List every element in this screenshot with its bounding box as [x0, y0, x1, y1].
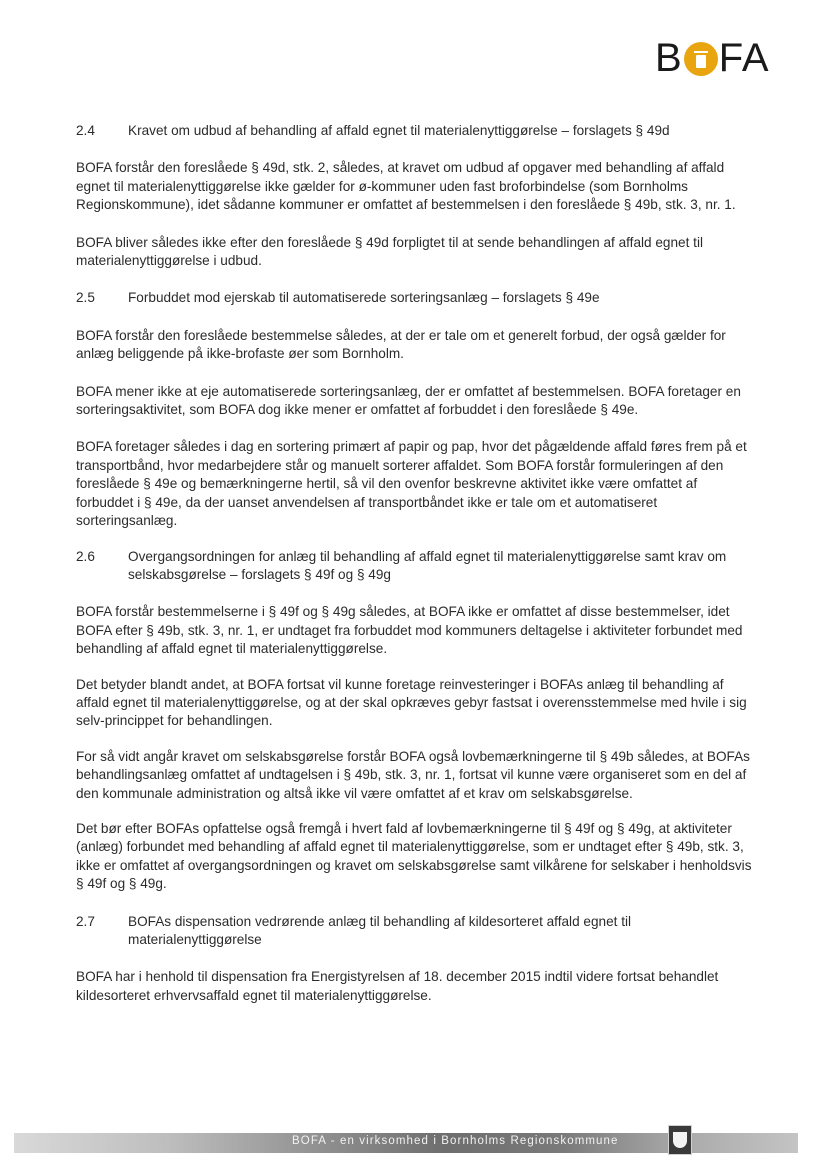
- section-number: 2.5: [76, 290, 95, 306]
- section-title: BOFAs dispensation vedrørende anlæg til behandling af kildesorteret affald egnet til materialenyttiggørelse: [128, 913, 632, 947]
- paragraph: BOFA forstår den foreslåede bestemmelse således, at der er tale om et generelt forbud, der også gælder for anlæg beliggende på ikke-brofaste øer som Bornholm.: [76, 327, 726, 362]
- logo-letter-b: B: [655, 36, 683, 80]
- section-title: Forbuddet mod ejerskab til automatiserede sorteringsanlæg – forslagets § 49e: [128, 290, 600, 306]
- coat-of-arms-icon: [668, 1125, 692, 1155]
- section-number: 2.4: [76, 123, 95, 138]
- paragraph: BOFA foretager således i dag en sortering primært af papir og pap, hvor det pågældende affald føres frem på et transportbånd, hvor medarbejdere står og manuelt sorterer affaldet. Som BOFA forstår formuleringen af den foreslåede § 49e og bemærkningerne hertil, så vil den ovenfor beskrevne aktivitet ikke være omfattet af forbuddet i § 49e, da der uanset anvendelsen af transportbåndet ikke er tale om et automatiseret sorteringsanlæg.: [76, 439, 747, 529]
- footer-text: BOFA - en virksomhed i Bornholms Regionskommune: [292, 1135, 619, 1147]
- logo-letters-fa: FA: [718, 36, 770, 80]
- recycling-bin-icon: [684, 42, 718, 76]
- section-heading: [76, 548, 756, 585]
- section-title: Overgangsordningen for anlæg til behandling af affald egnet til materialenyttiggørelse samt krav om selskabsgørelse – forslagets § 49f og § 49g: [128, 548, 727, 582]
- section-number: 2.6: [76, 548, 95, 564]
- paragraph: Det bør efter BOFAs opfattelse også fremgå i hvert fald af lovbemærkningerne til § 49f og § 49g, at aktiviteter (anlæg) forbundet med behandling af affald egnet til materialenyttiggørelse, som er undtaget efter § 49b, stk. 3, ikke er omfattet af overgangsordningen og kravet om selskabsgørelse samt vilkårene for selskaber i henholdsvis § 49f og § 49g.: [76, 820, 752, 892]
- section-heading: [76, 122, 756, 140]
- section-heading: [76, 913, 756, 950]
- paragraph: For så vidt angår kravet om selskabsgørelse forstår BOFA også lovbemærkningerne til § 49b således, at BOFAs behandlingsanlæg omfattet af undtagelsen i § 49b, stk. 3, nr. 1, fortsat vil kunne være organiseret som en del af den kommunale administration og altså ikke vil være omfattet af et krav om selskabsgørelse.: [76, 748, 750, 801]
- paragraph: BOFA har i henhold til dispensation fra Energistyrelsen af 18. december 2015 indtil videre fortsat behandlet kildesorteret erhvervsaffald egnet til materialenyttiggørelse.: [76, 969, 719, 1003]
- paragraph: BOFA bliver således ikke efter den foreslåede § 49d forpligtet til at sende behandlingen af affald egnet til materialenyttiggørelse i udbud.: [76, 234, 703, 269]
- section-heading: [76, 289, 756, 307]
- document-body: [76, 122, 756, 1005]
- bofa-logo: [655, 36, 770, 80]
- page-footer: [14, 1133, 798, 1153]
- paragraph: BOFA forstår den foreslåede § 49d, stk. 2, således, at kravet om udbud af opgaver med behandling af affald egnet til materialenyttiggørelse ikke gælder for ø-kommuner uden fast broforbindelse (som Bornholms Regionskommune), idet sådanne kommuner er omfattet af bestemmelsen i den foreslåede § 49b, stk. 3, nr. 1.: [76, 160, 736, 213]
- section-number: 2.7: [76, 913, 95, 929]
- section-title: Kravet om udbud af behandling af affald egnet til materialenyttiggørelse – forslagets § 49d: [128, 123, 670, 138]
- paragraph: BOFA mener ikke at eje automatiserede sorteringsanlæg, der er omfattet af bestemmelsen. BOFA foretager en sorteringsaktivitet, som BOFA dog ikke mener er omfattet af forbuddet i den foreslåede § 49e.: [76, 383, 741, 418]
- paragraph: BOFA forstår bestemmelserne i § 49f og § 49g således, at BOFA ikke er omfattet af disse bestemmelser, idet BOFA efter § 49b, stk. 3, nr. 1, er undtaget fra forbuddet mod kommuners deltagelse i aktiviteter forbundet med behandling af affald egnet til materialenyttiggørelse.: [76, 604, 743, 657]
- paragraph: Det betyder blandt andet, at BOFA fortsat vil kunne foretage reinvesteringer i BOFAs anlæg til behandling af affald egnet til materialenyttiggørelse, og at der skal opkræves gebyr fastsat i overensstemmelse med hvile i sig selv-princippet for behandlingen.: [76, 676, 747, 729]
